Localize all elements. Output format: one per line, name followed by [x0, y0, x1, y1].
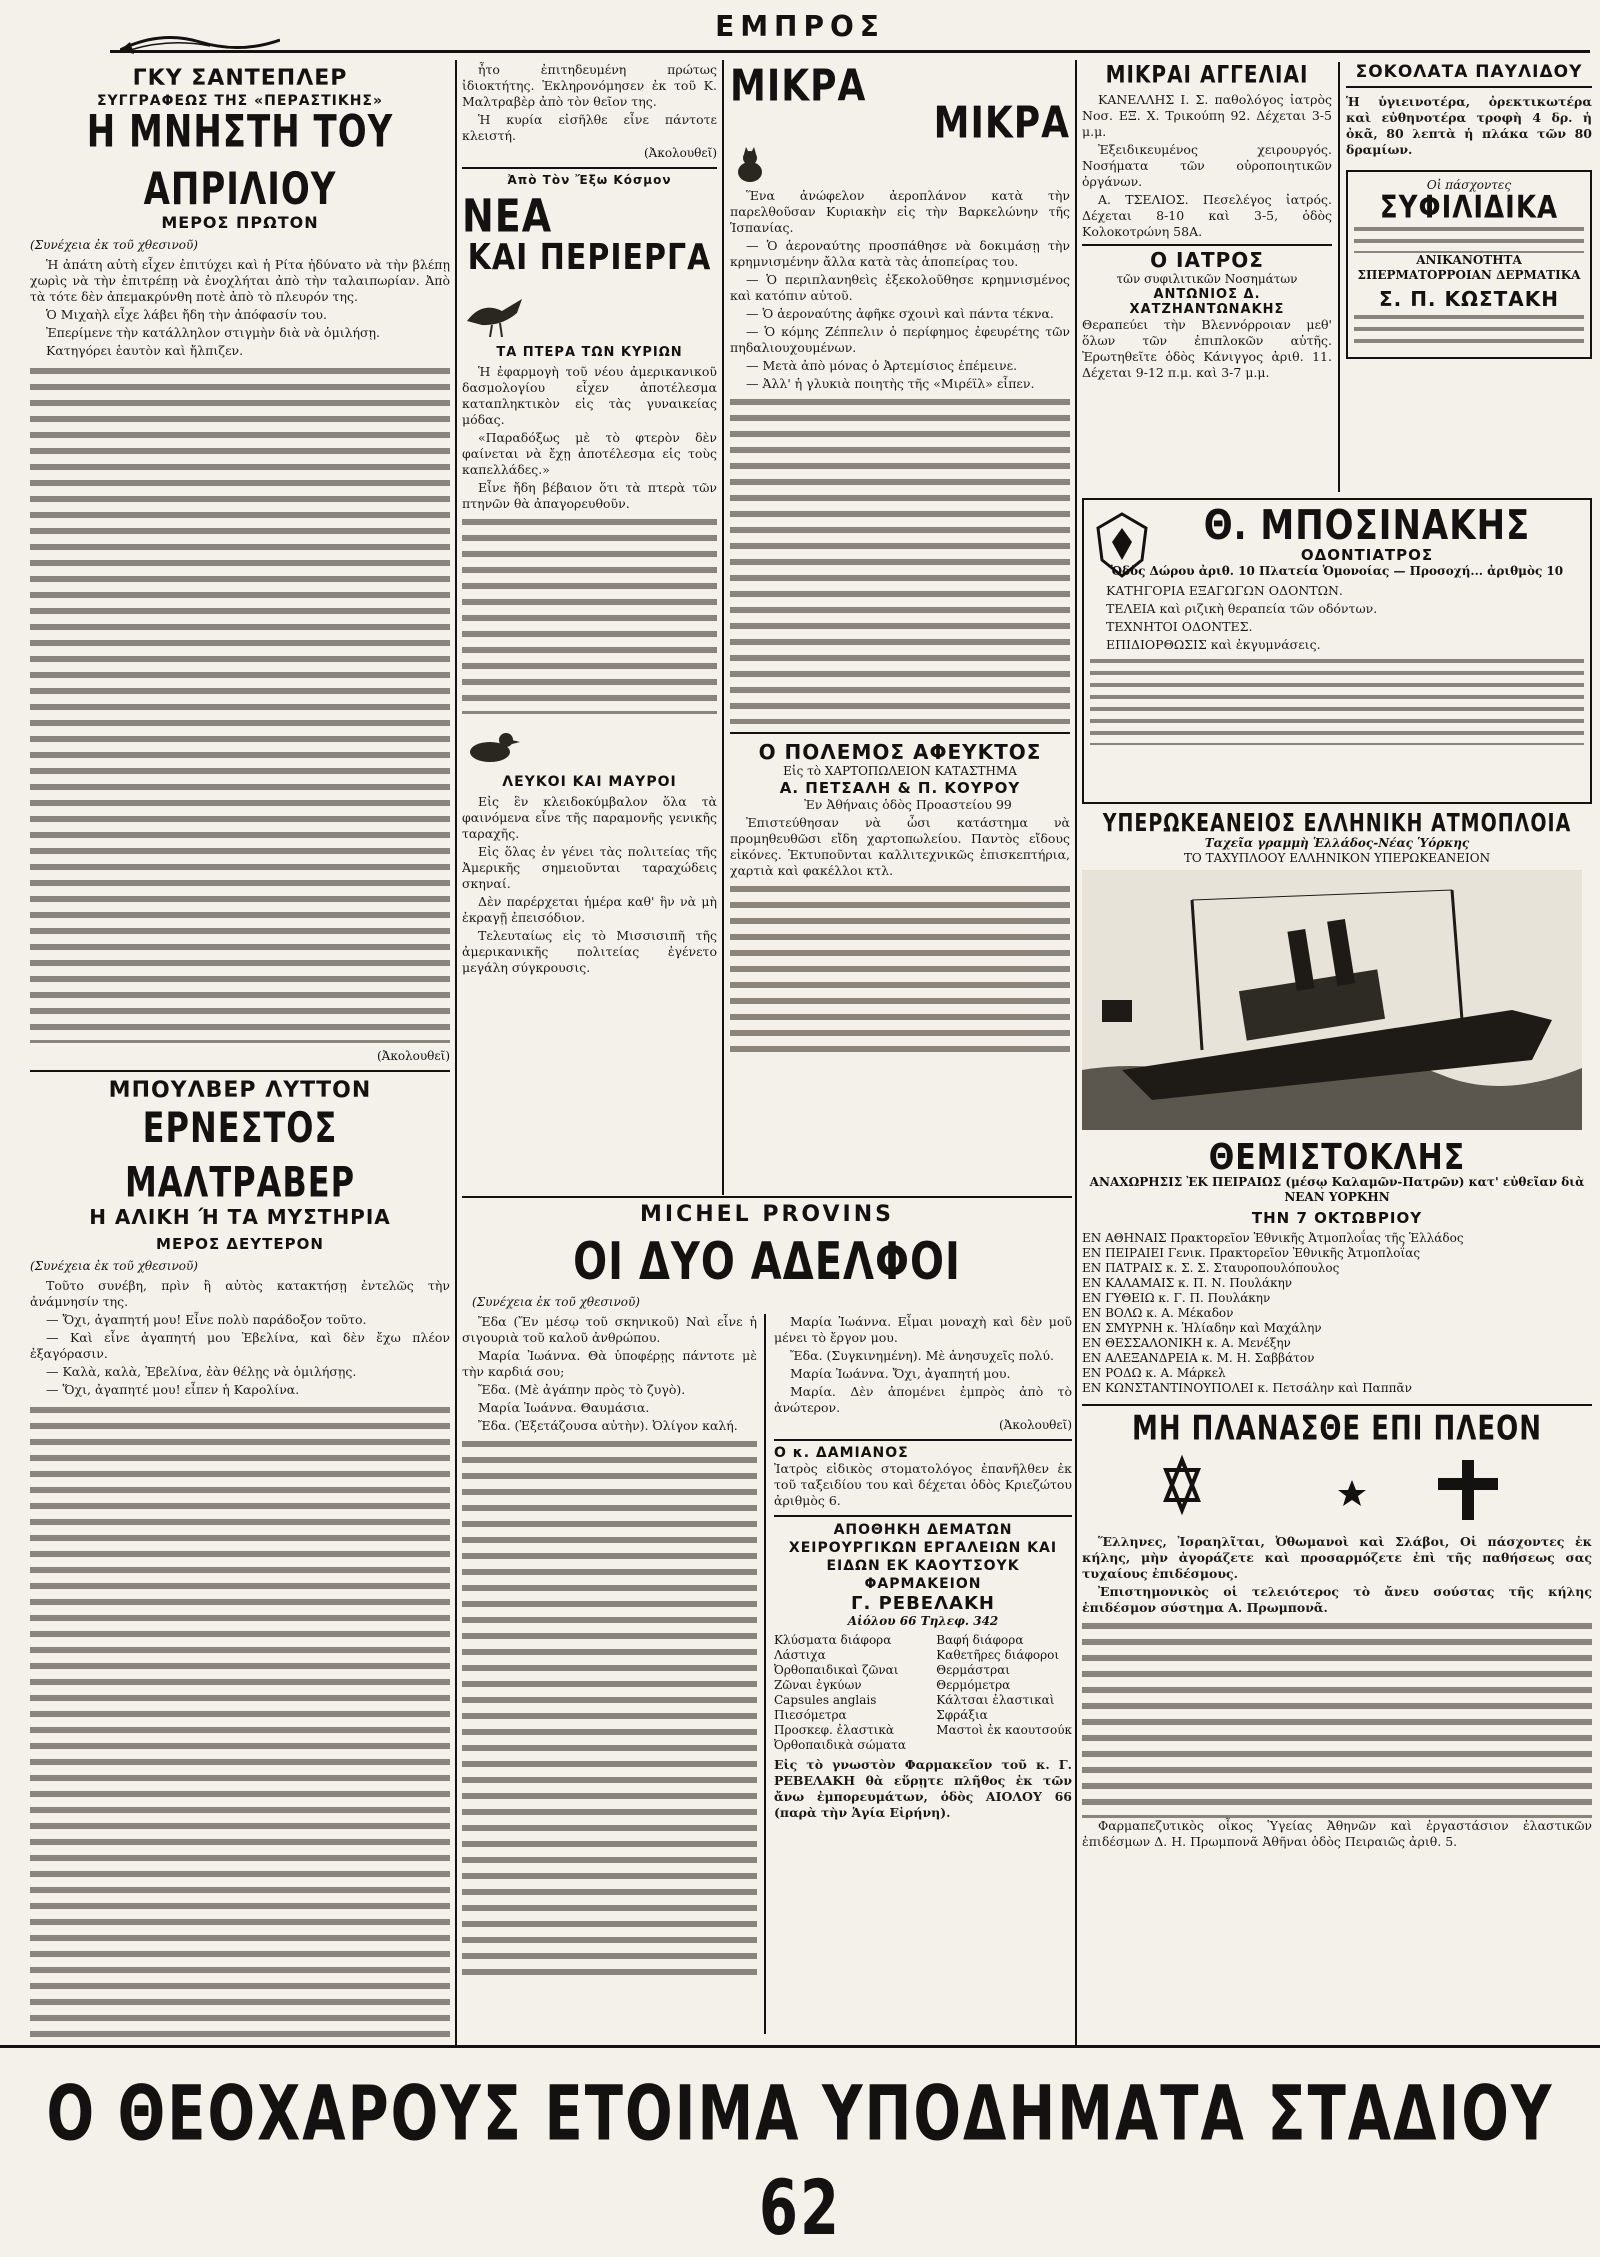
doctor-name: ΑΝΤΩΝΙΟΣ Δ. ΧΑΤΖΗΑΝΤΩΝΑΚΗΣ [1129, 287, 1285, 317]
serial-1-continued: (Συνέχεια ἐκ τοῦ χθεσινοῦ) [30, 238, 198, 252]
serial-2-part: ΜΕΡΟΣ ΔΕΥΤΕΡΟΝ [156, 1235, 324, 1253]
syphilis-intro: Οἱ πάσχοντες [1426, 178, 1512, 192]
play-left-column [462, 1314, 757, 1976]
paragraph: — Ὁ περιπλανηθεὶς ἐξεκολοῦθησε κρημνισμένος καὶ κατόπιν αὐτοῦ. [730, 272, 1070, 303]
play-continued: (Συνέχεια ἐκ τοῦ χθεσινοῦ) [472, 1295, 640, 1309]
paragraph: Μαρία Ἰωάννα. Ὄχι, ἀγαπητή μου. [790, 1366, 1011, 1381]
play-title: ΟΙ ΔΥΟ ΑΔΕΛΦΟΙ [573, 1232, 961, 1292]
paragraph: — Καλὰ, καλὰ, Ἐβελίνα, ἐὰν θέλῃς νὰ ὁμιλήσῃς. [46, 1364, 357, 1379]
list-item: Κάλτσαι ἐλαστικαὶ [936, 1693, 1055, 1707]
story-2-title: ΛΕΥΚΟΙ ΚΑΙ ΜΑΥΡΟΙ [502, 774, 677, 790]
section-rule [30, 1070, 450, 1072]
serial-2-body-more [30, 1402, 450, 2038]
serial-1 [30, 62, 450, 1062]
dentist-ad [1082, 498, 1592, 804]
list-item: Ὀρθοπαιδικὰ σώματα [774, 1738, 907, 1752]
paragraph: ΤΕΛΕΙΑ καὶ ριζικὴ θεραπεία τῶν οδόντων. [1106, 601, 1378, 616]
list-item: Μαστοὶ ἐκ καουτσούκ [936, 1723, 1072, 1737]
section-rule [462, 1196, 1072, 1198]
nea-subtitle: ΚΑΙ ΠΕΡΙΕΡΓΑ [467, 236, 712, 279]
list-item: ΕΝ ΣΜΥΡΝΗ κ. Ἡλίαδην καὶ Μαχάλην [1082, 1321, 1322, 1335]
list-item: Προσκεφ. ἐλαστικὰ [774, 1723, 894, 1737]
dentist-name: Θ. ΜΠΟΣΙΝΑΚΗΣ [1203, 502, 1531, 550]
list-item: ΕΝ ΚΩΝΣΤΑΝΤΙΝΟΥΠΟΛΕΙ κ. Πετσάλην καὶ Παππᾶν [1082, 1381, 1412, 1395]
story-1-more [462, 514, 717, 714]
chocolate-ad [1346, 62, 1592, 359]
syphilis-title: ΣΥΦΙΛΙΔΙΚΑ [1379, 190, 1559, 226]
paragraph: Ἐξειδικευμένος χειρουργός. Νοσήματα τῶν οὐροποιητικῶν ὀργάνων. [1082, 142, 1332, 189]
paragraph: ΚΑΝΕΛΛΗΣ Ι. Σ. παθολόγος ἰατρὸς Νοσ. ΕΞ. Χ. Τρικούπη 92. Δέχεται 3-5 μ.μ. [1082, 92, 1332, 139]
masthead [0, 0, 1600, 60]
serial-2-author: ΜΠΟΥΛΒΕΡ ΛΥΤΤΟΝ [108, 1078, 372, 1103]
paragraph: Μαρία Ἰωάννα. Θαυμάσια. [478, 1400, 650, 1415]
paragraph: Ἡ κυρία εἰσῆλθε εἶνε πάντοτε κλειστή. [462, 112, 717, 143]
bird-illustration [462, 281, 532, 341]
paragraph: Ἔδα. (Συγκινημένη). Μὲ ἀνησυχεῖς πολύ. [790, 1348, 1054, 1363]
column-3 [730, 62, 1070, 1192]
serial-2-title: ΕΡΝΕΣΤΟΣ ΜΑΛΤΡΑΒΕΡ [124, 1103, 356, 1207]
paragraph: Φαρμαπεζυτικὸς οἶκος Ὑγείας Ἀθηνῶν καὶ ἐργαστάσιον ἐλαστικῶν ἐπιδέσμων Δ. Η. Πρωμπονᾶ Ἀθῆναι ὁδὸς Πειραιῶς ἀριθ. 5. [1082, 1818, 1592, 1849]
list-item: Λάστιχα [774, 1648, 826, 1662]
play-section [462, 1202, 1072, 2042]
paragraph: Ἡ ἐφαρμογὴ τοῦ νέου ἀμερικανικοῦ δασμολογίου εἶχεν ἀποτέλεσμα καταπληκτικὸν εἰς τὰς γυναικείας μόδας. [462, 364, 717, 427]
list-item: ΕΝ ΚΑΛΑΜΑΙΣ κ. Π. Ν. Πουλάκην [1082, 1276, 1293, 1290]
serial-2-body [30, 1278, 450, 1398]
bottom-rule [0, 2045, 1600, 2048]
play-signature: (Ἀκολουθεῖ) [998, 1418, 1072, 1432]
pharmacy-name: Γ. ΡΕΒΕΛΑΚΗ [851, 1593, 995, 1614]
column-divider [1075, 60, 1077, 2045]
serial-1-title: Η ΜΝΗΣΤΗ ΤΟΥ ΑΠΡΙΛΙΟΥ [86, 106, 394, 216]
dentist-body [1090, 583, 1584, 653]
list-item: Σφράξια [936, 1708, 988, 1722]
ship-departure: ΑΝΑΧΩΡΗΣΙΣ ἘΚ ΠΕΙΡΑΙΩΣ (μέσῳ Καλαμῶν-Πατρῶν) κατ' εὐθεῖαν διὰ ΝΕΑΝ ΥΟΡΚΗΝ [1089, 1175, 1585, 1204]
cat-illustration [730, 144, 770, 184]
doctor-text: Θεραπεύει τὴν Βλεννόρροιαν μεθ' ὅλων τῶν ἐπιπλοκῶν αὐτῆς. Ἐρωτηθεῖτε ὁδὸς Κάνιγγος ἀριθ. 11. Δέχεται 9-12 π.μ. καὶ 3-7 μ.μ. [1082, 317, 1332, 380]
chocolate-text: Ἡ ὑγιεινοτέρα, ὀρεκτικωτέρα καὶ εὐθηνοτέρα τροφὴ 4 δρ. ἡ ὀκᾶ, 80 λεπτὰ ἡ πλάκα τῶν 80 δραμίων. [1346, 94, 1592, 157]
doctor-subtitle: τῶν συφιλιτικῶν Νοσημάτων [1116, 272, 1298, 286]
paragraph: ΤΕΧΝΗΤΟΙ ΟΔΟΝΤΕΣ. [1106, 619, 1253, 634]
list-item: ΕΝ ΠΕΙΡΑΙΕΙ Γενικ. Πρακτορεῖον Ἐθνικῆς Ἀτμοπλοΐας [1082, 1246, 1421, 1260]
paragraph: Α. ΤΣΕΛΙΟΣ. Πεσελέγος ἰατρός. Δέχεται 8-10 καὶ 3-5, ὁδὸς Κολοκοτρώνη 58Α. [1082, 192, 1332, 239]
truss-title: ΜΗ ΠΛΑΝΑΣΘΕ ΕΠΙ ΠΛΕΟΝ [1132, 1409, 1542, 1449]
pharmacy-items [774, 1633, 1072, 1753]
paragraph: Κατηγόρει ἑαυτὸν καὶ ἤλπιζεν. [46, 343, 244, 358]
war-more [730, 881, 1070, 1061]
duck-illustration [462, 720, 522, 770]
war-subtitle: Εἰς τὸ ΧΑΡΤΟΠΩΛΕΙΟΝ ΚΑΤΑΣΤΗΜΑ [783, 764, 1017, 778]
agents-list [1082, 1231, 1592, 1396]
dentist-role: ΟΔΟΝΤΙΑΤΡΟΣ [1300, 546, 1434, 564]
paragraph: Ἕνα ἀνώφελον ἀεροπλάνον κατὰ τὴν παρελθοῦσαν Κυριακὴν εἰς τὴν Βαρκελώνην τῆς Ἱσπανίας. [730, 188, 1070, 235]
bottom-banner-ad: Ο ΘΕΟΧΑΡΟΥΣ ΕΤΟΙΜΑ ΥΠΟΔΗΜΑΤΑ ΣΤΑΔΙΟΥ 62 [46, 2070, 1554, 2253]
mikra-body [730, 188, 1070, 392]
paragraph: — Ὁ κόμης Ζέππελιν ὁ περίφημος ἐφευρέτης τῶν πηδαλιουχουμένων. [730, 324, 1070, 355]
paragraph: — Ὄχι, ἀγαπητή μου! Εἶνε πολὺ παράδοξον τοῦτο. [46, 1312, 367, 1327]
ship-date: ΤΗΝ 7 ΟΚΤΩΒΡΙΟΥ [1251, 1209, 1423, 1227]
dentist-address: Ὁδὸς Δώρου ἀριθ. 10 Πλατεία Ὁμονοίας — Προσοχή... ἀριθμὸς 10 [1110, 564, 1564, 578]
list-item: Πιεσόμετρα [774, 1708, 847, 1722]
story-2-body [462, 794, 717, 976]
list-item: Κλύσματα διάφορα [774, 1633, 892, 1647]
mikra-title: ΜΙΚΡΑ [730, 62, 867, 112]
column-2 [462, 62, 717, 1192]
doctor-ad [1082, 244, 1332, 381]
syphilis-ad [1346, 170, 1592, 359]
paragraph: Ἔδα. (Μὲ ἀγάπην πρὸς τὸ ζυγὸ). [478, 1382, 686, 1397]
war-title: Ο ΠΟΛΕΜΟΣ ΑΦΕΥΚΤΟΣ [758, 740, 1042, 764]
paragraph: Μαρία Ἰωάννα. Εἶμαι μοναχὴ καὶ δὲν μοῦ μένει τὸ ἔργον μου. [774, 1314, 1072, 1345]
syphilis-subtitle: ΑΝΙΚΑΝΟΤΗΤΑ ΣΠΕΡΜΑΤΟΡΡΟΙΑΝ ΔΕΡΜΑΤΙΚΑ [1357, 253, 1581, 282]
masthead-title: ΕΜΠΡΟΣ [715, 10, 885, 43]
play-author: MICHEL PROVINS [640, 1202, 894, 1227]
war-shop: Α. ΠΕΤΣΑΛΗ & Π. ΚΟΥΡΟΥ [779, 779, 1021, 797]
paragraph: ἦτο ἐπιτηδευμένη πρώτως ἰδιοκτήτης. Ἐκληρονόμησεν ἐκ τοῦ Κ. Μαλτραβὲρ ἀπὸ τὸν θεῖον της. [462, 62, 717, 109]
play-right-body [774, 1314, 1072, 1416]
serial-tail-signature: (Ἀκολουθεῖ) [643, 146, 717, 160]
paragraph: Μαρία Ἰωάννα. Θὰ ὑποφέρῃς πάντοτε μὲ τὴν καρδιά σου; [462, 1348, 757, 1379]
list-item: Ὀρθοπαιδικαὶ ζῶναι [774, 1663, 899, 1677]
list-item: ΕΝ ΑΘΗΝΑΙΣ Πρακτορεῖον Ἐθνικῆς Ἀτμοπλοΐας τῆς Ἑλλάδος [1082, 1231, 1464, 1245]
list-item: ΕΝ ΡΟΔΩ κ. Α. Μάρκελ [1082, 1366, 1226, 1380]
list-item: ΕΝ ΠΑΤΡΑΙΣ κ. Σ. Σ. Σταυροπουλόπουλος [1082, 1261, 1340, 1275]
paragraph: Ἐν Ἀθήναις ὁδὸς Προαστείου 99 [804, 797, 1012, 812]
column-divider [1338, 62, 1340, 492]
paragraph: Ἕλληνες, Ἰσραηλῖται, Ὀθωμανοὶ καὶ Σλάβοι, Οἱ πάσχοντες ἐκ κήλης, μὴν ἀγοράζετε καὶ προσαρμόζετε ἐπὶ τῆς παθήσεως σας τυχαίους ἐπιδέσμους. [1082, 1534, 1592, 1581]
column-divider [455, 60, 457, 2045]
list-item: Θερμόμετρα [936, 1678, 1011, 1692]
paragraph: — Καὶ εἶνε ἀγαπητή μου Ἐβελίνα, καὶ δὲν ἔχω πλέον ἐξαγόρασιν. [30, 1330, 450, 1361]
list-item: ΕΝ ΓΥΘΕΙΩ κ. Γ. Π. Πουλάκην [1082, 1291, 1271, 1305]
serial-1-body [30, 257, 450, 359]
pharmacy-address: Αἰόλου 66 Τηλεφ. 342 [847, 1614, 999, 1628]
serial-1-body-more [30, 363, 450, 1043]
paragraph: Ἐπερίμενε τὴν κατάλληλον στιγμὴν διὰ νὰ ὁμιλήσῃ. [46, 325, 381, 340]
steamship-illustration [1082, 870, 1582, 1130]
truss-footer [1082, 1818, 1592, 1850]
doctor-title: Ο ΙΑΤΡΟΣ [1150, 248, 1264, 272]
top-rule [110, 50, 1590, 53]
crest-icon [1092, 510, 1152, 580]
paragraph: Ἐπιστημονικὸς οἱ τελειότερος τὸ ἄνευ σούστας τῆς κήλης ἐπιδέσμον σύστημα Α. Πρωμπονᾶ. [1082, 1584, 1592, 1615]
paragraph: Ἔδα (Ἔν μέσῳ τοῦ σκηνικοῦ) Ναὶ εἶνε ἡ σιγουριὰ τοῦ καλοῦ ἀνθρώπου. [462, 1314, 757, 1345]
paragraph: Ἔδα. (Ἐξετάζουσα αὐτὴν). Ὀλίγον καλή. [478, 1418, 738, 1433]
paragraph: Μαρία. Δὲν ἀπομένει ἐμπρὸς ἀπὸ τὸ ἀνώτερον. [774, 1384, 1072, 1415]
paragraph: — Ὁ ἀεροναύτης ἀφῆκε σχοινὶ καὶ πάντα τέκνα. [746, 306, 1054, 321]
column-divider [764, 1314, 766, 2034]
nea-title: ΝΕΑ [462, 189, 553, 243]
paragraph: ΕΠΙΔΙΟΡΘΩΣΙΣ καὶ ἐκγυμνάσεις. [1106, 637, 1321, 652]
small-ads-list [1082, 92, 1332, 240]
shipping-subtitle-2: ΤΟ ΤΑΧΥΠΛΟΟΥ ΕΛΛΗΝΙΚΟΝ ΥΠΕΡΩΚΕΑΝΕΙΟΝ [1183, 851, 1491, 865]
syphilis-more-2 [1354, 311, 1584, 351]
truss-more [1082, 1618, 1592, 1818]
list-item: ΕΝ ΑΛΕΞΑΝΔΡΕΙΑ κ. Μ. Η. Σαββάτον [1082, 1351, 1315, 1365]
pharmacy-items-left [774, 1633, 906, 1753]
play-body [462, 1314, 1072, 2034]
serial-1-part: ΜΕΡΟΣ ΠΡΩΤΟΝ [161, 213, 319, 232]
paragraph: — Μετὰ ἀπὸ μόνας ὁ Ἀρτεμίσιος ἐπέμεινε. [746, 358, 1018, 373]
shipping-subtitle: Ταχεῖα γραμμὴ Ἑλλάδος-Νέας Ὑόρκης [1204, 836, 1470, 850]
chocolate-title: ΣΟΚΟΛΑΤΑ ΠΑΥΛΙΔΟΥ [1346, 62, 1592, 88]
small-ads-title: ΜΙΚΡΑΙ ΑΓΓΕΛΙΑΙ [1105, 62, 1309, 89]
syphilis-more [1354, 223, 1584, 253]
syphilis-doctor: Σ. Π. ΚΩΣΤΑΚΗ [1378, 287, 1560, 311]
shipping-ad [1082, 810, 1592, 1396]
paragraph: Εἰς ἓν κλειδοκύμβαλον ὅλα τὰ φαινόμενα εἶνε τῆς παραμονῆς γενικῆς ταραχῆς. [462, 794, 717, 841]
pharmacy-ad [774, 1515, 1072, 1821]
column-4 [1082, 62, 1592, 2042]
dentist-more [1090, 655, 1584, 745]
shipping-title: ΥΠΕΡΩΚΕΑΝΕΙΟΣ ΕΛΛΗΝΙΚΗ ΑΤΜΟΠΛΟΙΑ [1102, 808, 1572, 838]
list-item: Capsules anglais [774, 1693, 877, 1707]
paragraph: — Ὁ ἀεροναύτης προσπάθησε νὰ δοκιμάσῃ τὴν κρημνισμένην ἄλλα κατὰ τὰς ἀποπείρας του. [730, 238, 1070, 269]
truss-ad [1082, 1404, 1592, 1850]
paragraph: — Ἀλλ' ἡ γλυκιὰ ποιητὴς τῆς «Μιρέϊλ» εἶπεν. [746, 376, 1035, 391]
dentist-2-title: Ο κ. ΔΑΜΙΑΝΟΣ [774, 1445, 909, 1461]
paragraph: ΚΑΤΗΓΟΡΙΑ ΕΞΑΓΩΓΩΝ ΟΔΟΝΤΩΝ. [1106, 583, 1343, 598]
dentist-2-ad [774, 1439, 1072, 1509]
paragraph: — Ὅχι, ἀγαπητέ μου! εἶπεν ἡ Καρολίνα. [46, 1382, 300, 1397]
serial-2 [30, 1078, 450, 2038]
paragraph: Δὲν παρέρχεται ἡμέρα καθ' ἣν νὰ μὴ ἐκραγῇ ἐπεισόδιον. [462, 894, 717, 925]
paragraph: Τελευταίως εἰς τὸ Μισσισιπῆ τῆς ἀμερικανικῆς πολιτείας ἐγένετο μεγάλη σύγκρουσις. [462, 928, 717, 975]
mikra-more [730, 394, 1070, 724]
serial-2-subtitle: Η ΑΛΙΚΗ Ή ΤΑ ΜΥΣΤΗΡΙΑ [89, 1205, 391, 1229]
ads-top [1082, 62, 1592, 492]
serial-2-continued: (Συνέχεια ἐκ τοῦ χθεσινοῦ) [30, 1259, 198, 1273]
small-ads [1082, 62, 1332, 381]
pharmacy-items-right [936, 1633, 1072, 1753]
serial-1-author: ΓΚΥ ΣΑΝΤΕΠΛΕΡ [132, 66, 348, 91]
story-1-title: ΤΑ ΠΤΕΡΑ ΤΩΝ ΚΥΡΙΩΝ [496, 345, 683, 360]
list-item: Ζῶναι ἐγκύων [774, 1678, 862, 1692]
ship-name: ΘΕΜΙΣΤΟΚΛΗΣ [1208, 1136, 1466, 1179]
list-item: Βαφή διάφορα [936, 1633, 1024, 1647]
column-divider [722, 60, 724, 1195]
story-1-body [462, 364, 717, 512]
war-ad [730, 732, 1070, 1061]
paragraph: Εἶνε ἤδη βέβαιον ὅτι τὰ πτερὰ τῶν πτηνῶν θὰ ἀπαγορευθοῦν. [462, 480, 717, 511]
list-item: Θερμάστραι [936, 1663, 1011, 1677]
paragraph: Ἐπιστεύθησαν νὰ ὦσι κατάστημα νὰ προμηθευθῶσι εἴδη χαρτοπωλείου. Παντὸς εἴδους εἰκόνες. Ἐκτυποῦνται καλλιτεχνικῶς ἐπισκεπτήρια, χαρτιὰ καὶ φακέλλοι κτλ. [730, 815, 1070, 878]
paragraph: Τοῦτο συνέβη, πρὶν ἢ αὐτὸς κατακτήσῃ ἐντελῶς τὴν ἀνάμνησίν της. [30, 1278, 450, 1309]
list-item: ΕΝ ΒΟΛΩ κ. Α. Μέκαδον [1082, 1306, 1234, 1320]
pharmacy-title: ΑΠΟΘΗΚΗ ΔΕΜΑΤΩΝ ΧΕΙΡΟΥΡΓΙΚΩΝ ΕΡΓΑΛΕΙΩΝ ΚΑΙ ΕΙΔΩΝ ΕΚ ΚΑΟΥΤΣΟΥΚ ΦΑΡΜΑΚΕΙΟΝ [788, 1522, 1058, 1592]
paragraph: «Παραδόξως μὲ τὸ φτερὸν δὲν φαίνεται νὰ ἔχῃ ἀποτέλεσμα εἰς τοὺς καπελλάδες.» [462, 430, 717, 477]
paragraph: Ὁ Μιχαὴλ εἶχε λάβει ἤδη τὴν ἀπόφασίν του. [46, 307, 328, 322]
serial-1-signature: (Ἀκολουθεῖ) [376, 1049, 450, 1062]
dentist-2-text: Ἰατρὸς εἰδικὸς στοματολόγος ἐπανῆλθεν ἐκ τοῦ ταξειδίου του καὶ δέχεται ὁδὸς Κριεζώτου ἀριθμὸς 6. [774, 1461, 1072, 1508]
war-body [730, 797, 1070, 879]
section-label: Ἀπὸ Τὸν Ἔξω Κόσμον [462, 167, 717, 188]
serial-tail [462, 62, 717, 144]
religious-symbols-illustration [1082, 1450, 1582, 1530]
paragraph: Εἰς ὅλας ἐν γένει τὰς πολιτείας τῆς Ἀμερικῆς σημειοῦνται ταραχώδεις σκηναί. [462, 844, 717, 891]
list-item: ΕΝ ΘΕΣΣΑΛΟΝΙΚΗ κ. Α. Μενέξην [1082, 1336, 1291, 1350]
pharmacy-footer: Εἰς τὸ γνωστὸν Φαρμακεῖον τοῦ κ. Γ. ΡΕΒΕΛΑΚΗ θὰ εὕρῃτε πλῆθος ἐκ τῶν ἄνω ἐμπορευμάτων, ὁδὸς ΑΙΟΛΟΥ 66 (παρὰ τὴν Ἁγία Εἰρήνη). [774, 1757, 1072, 1820]
truss-body [1082, 1534, 1592, 1616]
mikra-title-2: ΜΙΚΡΑ [933, 98, 1070, 149]
play-right-column [774, 1314, 1072, 1821]
play-left-more [462, 1436, 757, 1976]
list-item: Καθετῆρες διάφοροι [936, 1648, 1060, 1662]
paragraph: Ἡ ἀπάτη αὐτὴ εἶχεν ἐπιτύχει καὶ ἡ Ρίτα ἠδύνατο νὰ τὴν βλέπῃ χωρὶς νὰ τὴν ἐπιτρέπῃ νὰ ἐνοχλήται ἀπὸ τὴν ταλαιπωρίαν. Ἀπὸ τὰ τότε δὲν ἀπεμακρύνθη ποτὲ ἀπὸ τὸ πλευρόν της. [30, 257, 450, 304]
serial-1-subtitle: ΣΥΓΓΡΑΦΕΩΣ ΤΗΣ «ΠΕΡΑΣΤΙΚΗΣ» [96, 93, 384, 109]
